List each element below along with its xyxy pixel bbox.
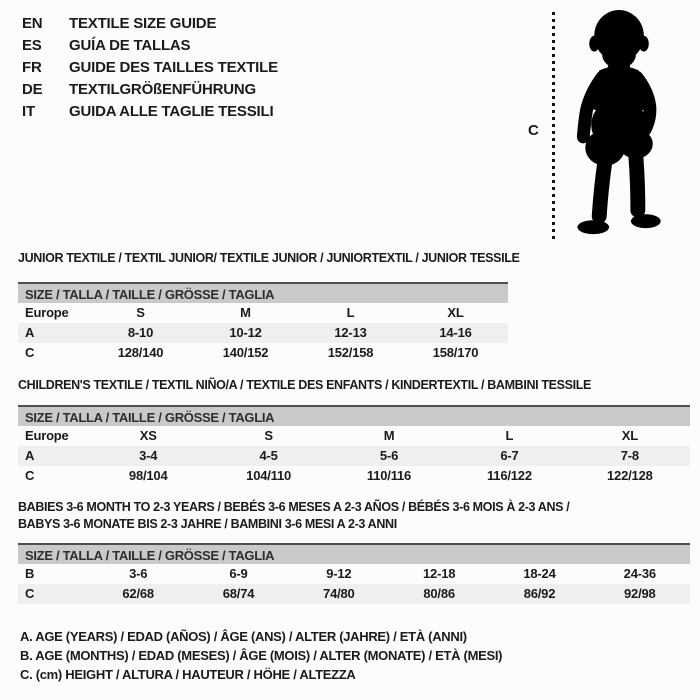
table-cell: 128/140 bbox=[117, 345, 164, 360]
table-cell: S bbox=[264, 428, 273, 443]
section-title-line: JUNIOR TEXTILE / TEXTIL JUNIOR/ TEXTILE JUNIOR / JUNIORTEXTIL / JUNIOR TESSILE bbox=[18, 251, 520, 265]
table-row bbox=[18, 446, 690, 466]
table-cell: 3-4 bbox=[139, 448, 158, 463]
table-cell: 86/92 bbox=[523, 586, 556, 601]
section-title-line: BABYS 3-6 MONATE BIS 2-3 JAHRE / BAMBINI 3-6 MESI A 2-3 ANNI bbox=[18, 517, 397, 531]
table-cell: 74/80 bbox=[323, 586, 355, 601]
table-cell: 12-13 bbox=[334, 325, 367, 340]
size-figure bbox=[0, 0, 700, 260]
size-table bbox=[18, 303, 508, 363]
table-cell: 4-5 bbox=[259, 448, 278, 463]
language-code: DE bbox=[22, 81, 43, 98]
table-cell: 14-16 bbox=[439, 325, 472, 340]
size-table bbox=[18, 564, 690, 604]
table-cell: 12-18 bbox=[423, 566, 456, 581]
language-code: ES bbox=[22, 37, 42, 54]
section-title-line: BABIES 3-6 MONTH TO 2-3 YEARS / BEBÉS 3-6 MESES A 2-3 AÑOS / BÉBÉS 3-6 MOIS À 2-3 ANS / bbox=[18, 500, 570, 514]
section-title bbox=[18, 250, 520, 267]
size-header-bar: SIZE / TALLA / TAILLE / GRÖSSE / TAGLIA bbox=[18, 543, 690, 564]
legend-line-b: B. AGE (MONTHS) / EDAD (MESES) / ÂGE (MOIS) / ALTER (MONATE) / ETÀ (MESI) bbox=[20, 648, 503, 663]
size-header-bar: SIZE / TALLA / TAILLE / GRÖSSE / TAGLIA bbox=[18, 405, 690, 426]
toddler-silhouette-icon bbox=[556, 8, 688, 246]
row-label: Europe bbox=[25, 428, 69, 443]
table-cell: M bbox=[240, 305, 251, 320]
language-label: TEXTILGRÖßENFÜHRUNG bbox=[69, 81, 257, 98]
row-label: B bbox=[25, 566, 35, 581]
row-label: A bbox=[25, 325, 35, 340]
childrens-textile-section bbox=[18, 377, 690, 486]
language-code: FR bbox=[22, 59, 42, 76]
table-cell: 122/128 bbox=[607, 468, 653, 483]
language-label: GUIDA ALLE TAGLIE TESSILI bbox=[69, 103, 274, 120]
table-cell: XL bbox=[447, 305, 464, 320]
measure-c-label: C bbox=[528, 122, 539, 139]
table-cell: 62/68 bbox=[122, 586, 154, 601]
row-label: A bbox=[25, 448, 35, 463]
table-cell: 6-7 bbox=[500, 448, 519, 463]
table-row bbox=[18, 466, 690, 486]
table-cell: 110/116 bbox=[366, 468, 412, 483]
table-cell: L bbox=[505, 428, 514, 443]
table-cell: 7-8 bbox=[620, 448, 639, 463]
row-label: C bbox=[25, 345, 35, 360]
table-cell: 24-36 bbox=[623, 566, 656, 581]
table-cell: 10-12 bbox=[229, 325, 262, 340]
row-label: Europe bbox=[25, 305, 69, 320]
table-cell: 104/110 bbox=[246, 468, 292, 483]
section-title bbox=[18, 377, 690, 394]
junior-textile-section bbox=[18, 250, 520, 363]
table-cell: S bbox=[136, 305, 145, 320]
table-cell: 98/104 bbox=[128, 468, 168, 483]
table-row bbox=[18, 584, 690, 604]
table-row bbox=[18, 343, 508, 363]
table-cell: 9-12 bbox=[326, 566, 352, 581]
table-cell: 5-6 bbox=[379, 448, 399, 463]
table-cell: XL bbox=[621, 428, 638, 443]
language-code: IT bbox=[22, 103, 35, 120]
table-row bbox=[18, 426, 690, 446]
section-title bbox=[18, 499, 690, 533]
language-code: EN bbox=[22, 15, 43, 32]
table-cell: XS bbox=[139, 428, 157, 443]
table-cell: 140/152 bbox=[222, 345, 269, 360]
table-cell: 158/170 bbox=[432, 345, 479, 360]
row-label: C bbox=[25, 468, 35, 483]
row-label: C bbox=[25, 586, 35, 601]
table-row bbox=[18, 323, 508, 343]
table-cell: 18-24 bbox=[523, 566, 556, 581]
legend bbox=[20, 627, 502, 684]
size-header-bar: SIZE / TALLA / TAILLE / GRÖSSE / TAGLIA bbox=[18, 282, 508, 303]
table-row bbox=[18, 303, 508, 323]
size-table bbox=[18, 426, 690, 486]
table-cell: 152/158 bbox=[327, 345, 374, 360]
section-title-line: CHILDREN'S TEXTILE / TEXTIL NIÑO/A / TEXTILE DES ENFANTS / KINDERTEXTIL / BAMBINI TESSILE bbox=[18, 378, 592, 392]
table-row bbox=[18, 564, 690, 584]
language-label: GUÍA DE TALLAS bbox=[69, 37, 191, 54]
language-label: TEXTILE SIZE GUIDE bbox=[69, 15, 217, 32]
language-label: GUIDE DES TAILLES TEXTILE bbox=[69, 59, 278, 76]
table-cell: 116/122 bbox=[486, 468, 532, 483]
table-cell: 3-6 bbox=[129, 566, 148, 581]
table-cell: 68/74 bbox=[222, 586, 255, 601]
table-cell: 8-10 bbox=[127, 325, 154, 340]
table-cell: 80/86 bbox=[423, 586, 455, 601]
babies-textile-section bbox=[18, 499, 690, 604]
height-dashed-line bbox=[552, 12, 555, 242]
table-cell: L bbox=[346, 305, 355, 320]
table-cell: M bbox=[383, 428, 395, 443]
legend-line-a: A. AGE (YEARS) / EDAD (AÑOS) / ÂGE (ANS) / ALTER (JAHRE) / ETÀ (ANNI) bbox=[20, 629, 467, 644]
legend-line-c: C. (cm) HEIGHT / ALTURA / HAUTEUR / HÖHE / ALTEZZA bbox=[20, 667, 356, 682]
table-cell: 6-9 bbox=[229, 566, 248, 581]
table-cell: 92/98 bbox=[624, 586, 656, 601]
